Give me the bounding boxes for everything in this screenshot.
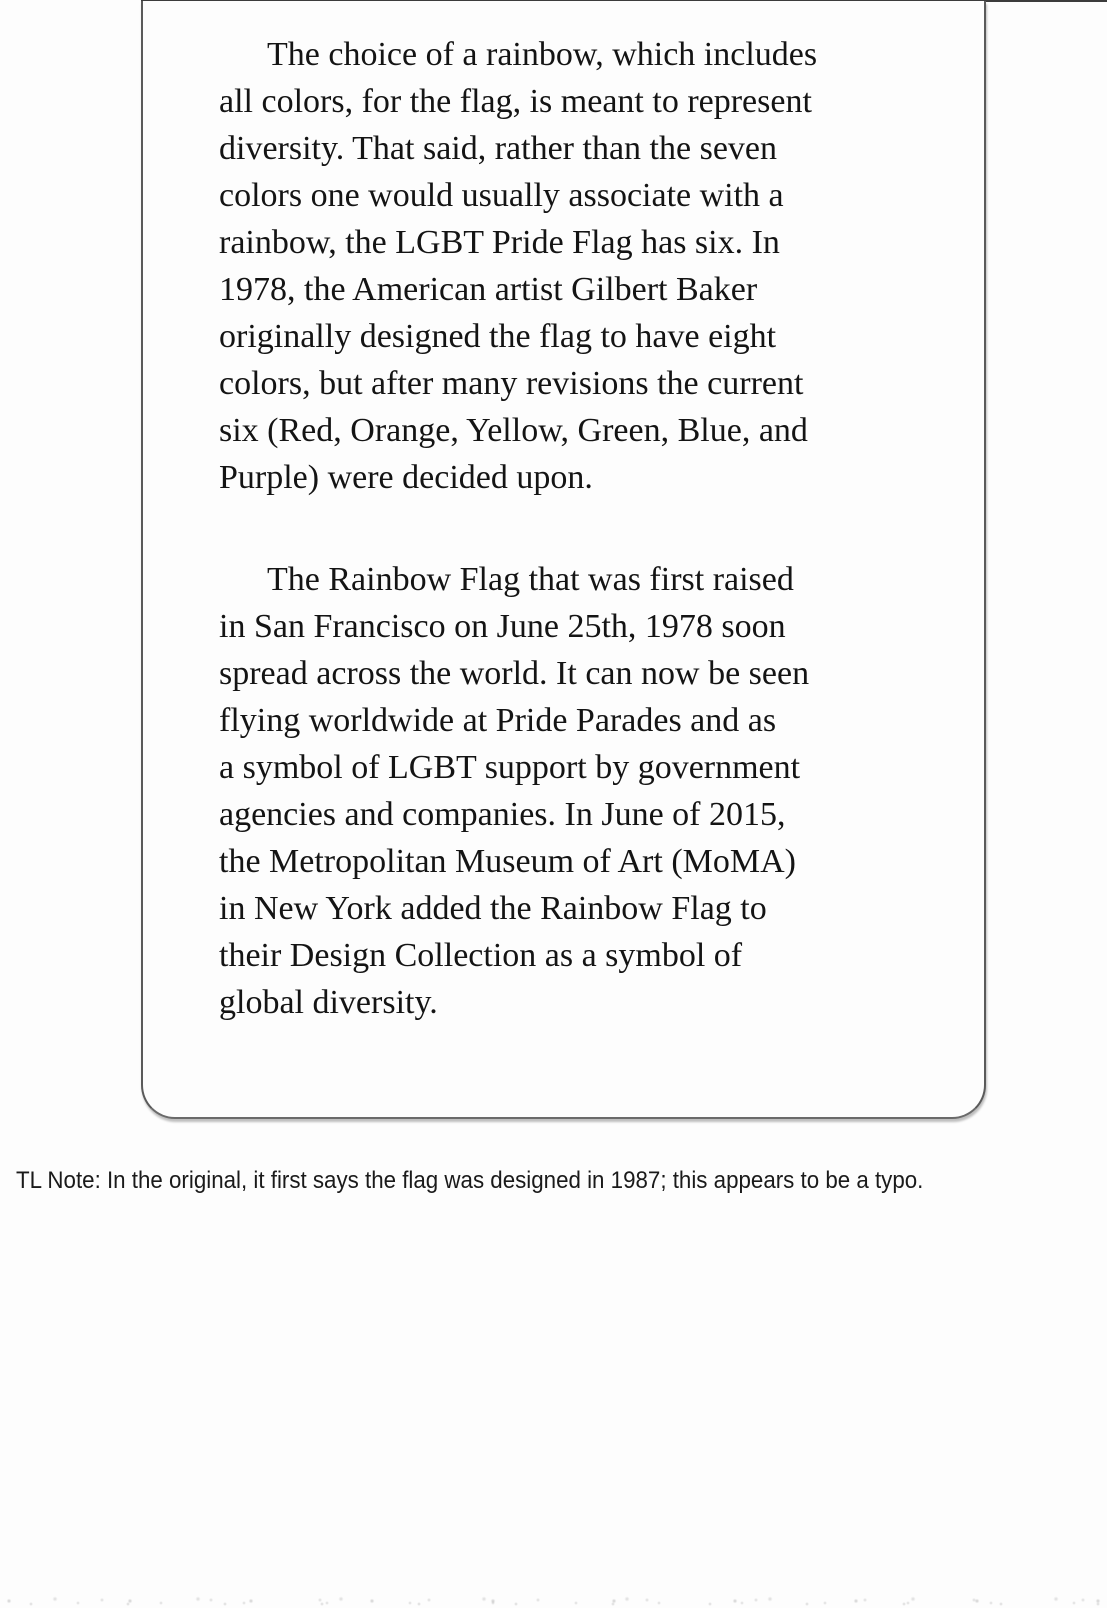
text-line: agencies and companies. In June of 2015,: [219, 796, 786, 833]
text-line: global diversity.: [219, 984, 438, 1021]
text-line: originally designed the flag to have eight: [219, 318, 777, 355]
text-box-panel: [141, 1, 986, 1119]
translator-note: TL Note: In the original, it first says the flag was designed in 1987; this appears to be a typo.: [16, 1167, 924, 1194]
text-box-content: [143, 1, 984, 1026]
text-line: six (Red, Orange, Yellow, Green, Blue, and: [219, 412, 808, 449]
paragraph: [219, 31, 984, 501]
text-line: colors, but after many revisions the current: [219, 365, 804, 402]
text-line: their Design Collection as a symbol of: [219, 937, 743, 974]
text-line: The choice of a rainbow, which includes: [267, 36, 818, 73]
text-line: 1978, the American artist Gilbert Baker: [219, 271, 758, 308]
paragraph: [219, 556, 984, 1026]
text-line: flying worldwide at Pride Parades and as: [219, 702, 777, 739]
text-line: colors one would usually associate with a: [219, 177, 784, 214]
text-line: spread across the world. It can now be seen: [219, 655, 810, 692]
text-line: The Rainbow Flag that was first raised: [267, 561, 794, 598]
text-line: in New York added the Rainbow Flag to: [219, 890, 767, 927]
text-line: a symbol of LGBT support by government: [219, 749, 801, 786]
text-line: rainbow, the LGBT Pride Flag has six. In: [219, 224, 780, 261]
scan-noise-strip: [0, 1592, 1107, 1608]
text-line: diversity. That said, rather than the seven: [219, 130, 777, 167]
text-line: Purple) were decided upon.: [219, 459, 593, 496]
text-line: the Metropolitan Museum of Art (MoMA): [219, 843, 796, 880]
text-line: all colors, for the flag, is meant to represent: [219, 83, 812, 120]
text-line: in San Francisco on June 25th, 1978 soon: [219, 608, 786, 645]
